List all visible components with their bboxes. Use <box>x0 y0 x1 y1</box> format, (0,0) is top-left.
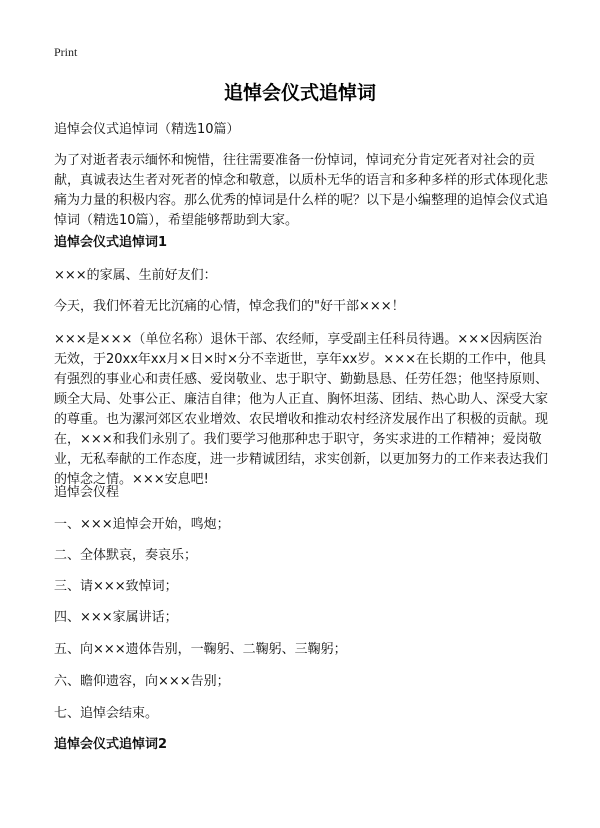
section-heading-1: 追悼会仪式追悼词1 <box>54 235 168 250</box>
print-link[interactable]: Print <box>54 45 78 59</box>
procedure-step: 六、瞻仰遗容，向×××告别； <box>54 674 230 689</box>
page-title: 追悼会仪式追悼词 <box>223 82 376 104</box>
opening-paragraph: 今天，我们怀着无比沉痛的心情，悼念我们的"好干部×××！ <box>54 299 405 314</box>
procedure-title: 追悼会仪程 <box>54 485 120 500</box>
procedure-step: 五、向×××遗体告别，一鞠躬、二鞠躬、三鞠躬； <box>54 642 347 657</box>
procedure-step: 三、请×××致悼词； <box>54 579 178 594</box>
subtitle-paragraph: 追悼会仪式追悼词（精选10篇） <box>54 122 240 137</box>
section-heading-2: 追悼会仪式追悼词2 <box>54 737 168 752</box>
procedure-step: 四、×××家属讲话； <box>54 610 178 625</box>
intro-paragraph: 为了对逝者表示缅怀和惋惜，往往需要准备一份悼词，悼词充分肯定死者对社会的贡献，真诚表达生者对死者的悼念和敬意，以质朴无华的语言和多种多样的形式体现化悲痛为力量的积极内容。那么优秀的悼词是什么样的呢？以下是小编整理的追悼会仪式追悼词（精选10篇），希望能够帮助到大家。 <box>54 153 549 228</box>
salutation-paragraph: ×××的家属、生前好友们： <box>54 268 217 283</box>
procedure-step: 一、×××追悼会开始，鸣炮； <box>54 517 230 532</box>
biography-paragraph: ×××是×××（单位名称）退休干部、农经师，享受副主任科员待遇。×××因病医治无效，于20xx年xx月×日×时×分不幸逝世，享年xx岁。×××在长期的工作中，他具有强烈的事业心和责任感、爱岗敬业、忠于职守、勤勤恳恳、任劳任怨；他坚持原则、顾全大局、处事公正、廉洁自律；他为人正直、胸怀坦荡、团结、热心助人、深受大家的尊重。也为漯河郊区农业增效、农民增收和推动农村经济发展作出了积极的贡献。现在，×××和我们永别了。我们要学习他那种忠于职守，务实求进的工作精神；爱岗敬业，无私奉献的工作态度，进一步精诚团结，求实创新，以更加努力的工作来表达我们的悼念之情。×××安息吧! <box>54 332 549 487</box>
procedure-step: 七、追悼会结束。 <box>54 706 159 721</box>
procedure-step: 二、全体默哀，奏哀乐； <box>54 548 198 563</box>
